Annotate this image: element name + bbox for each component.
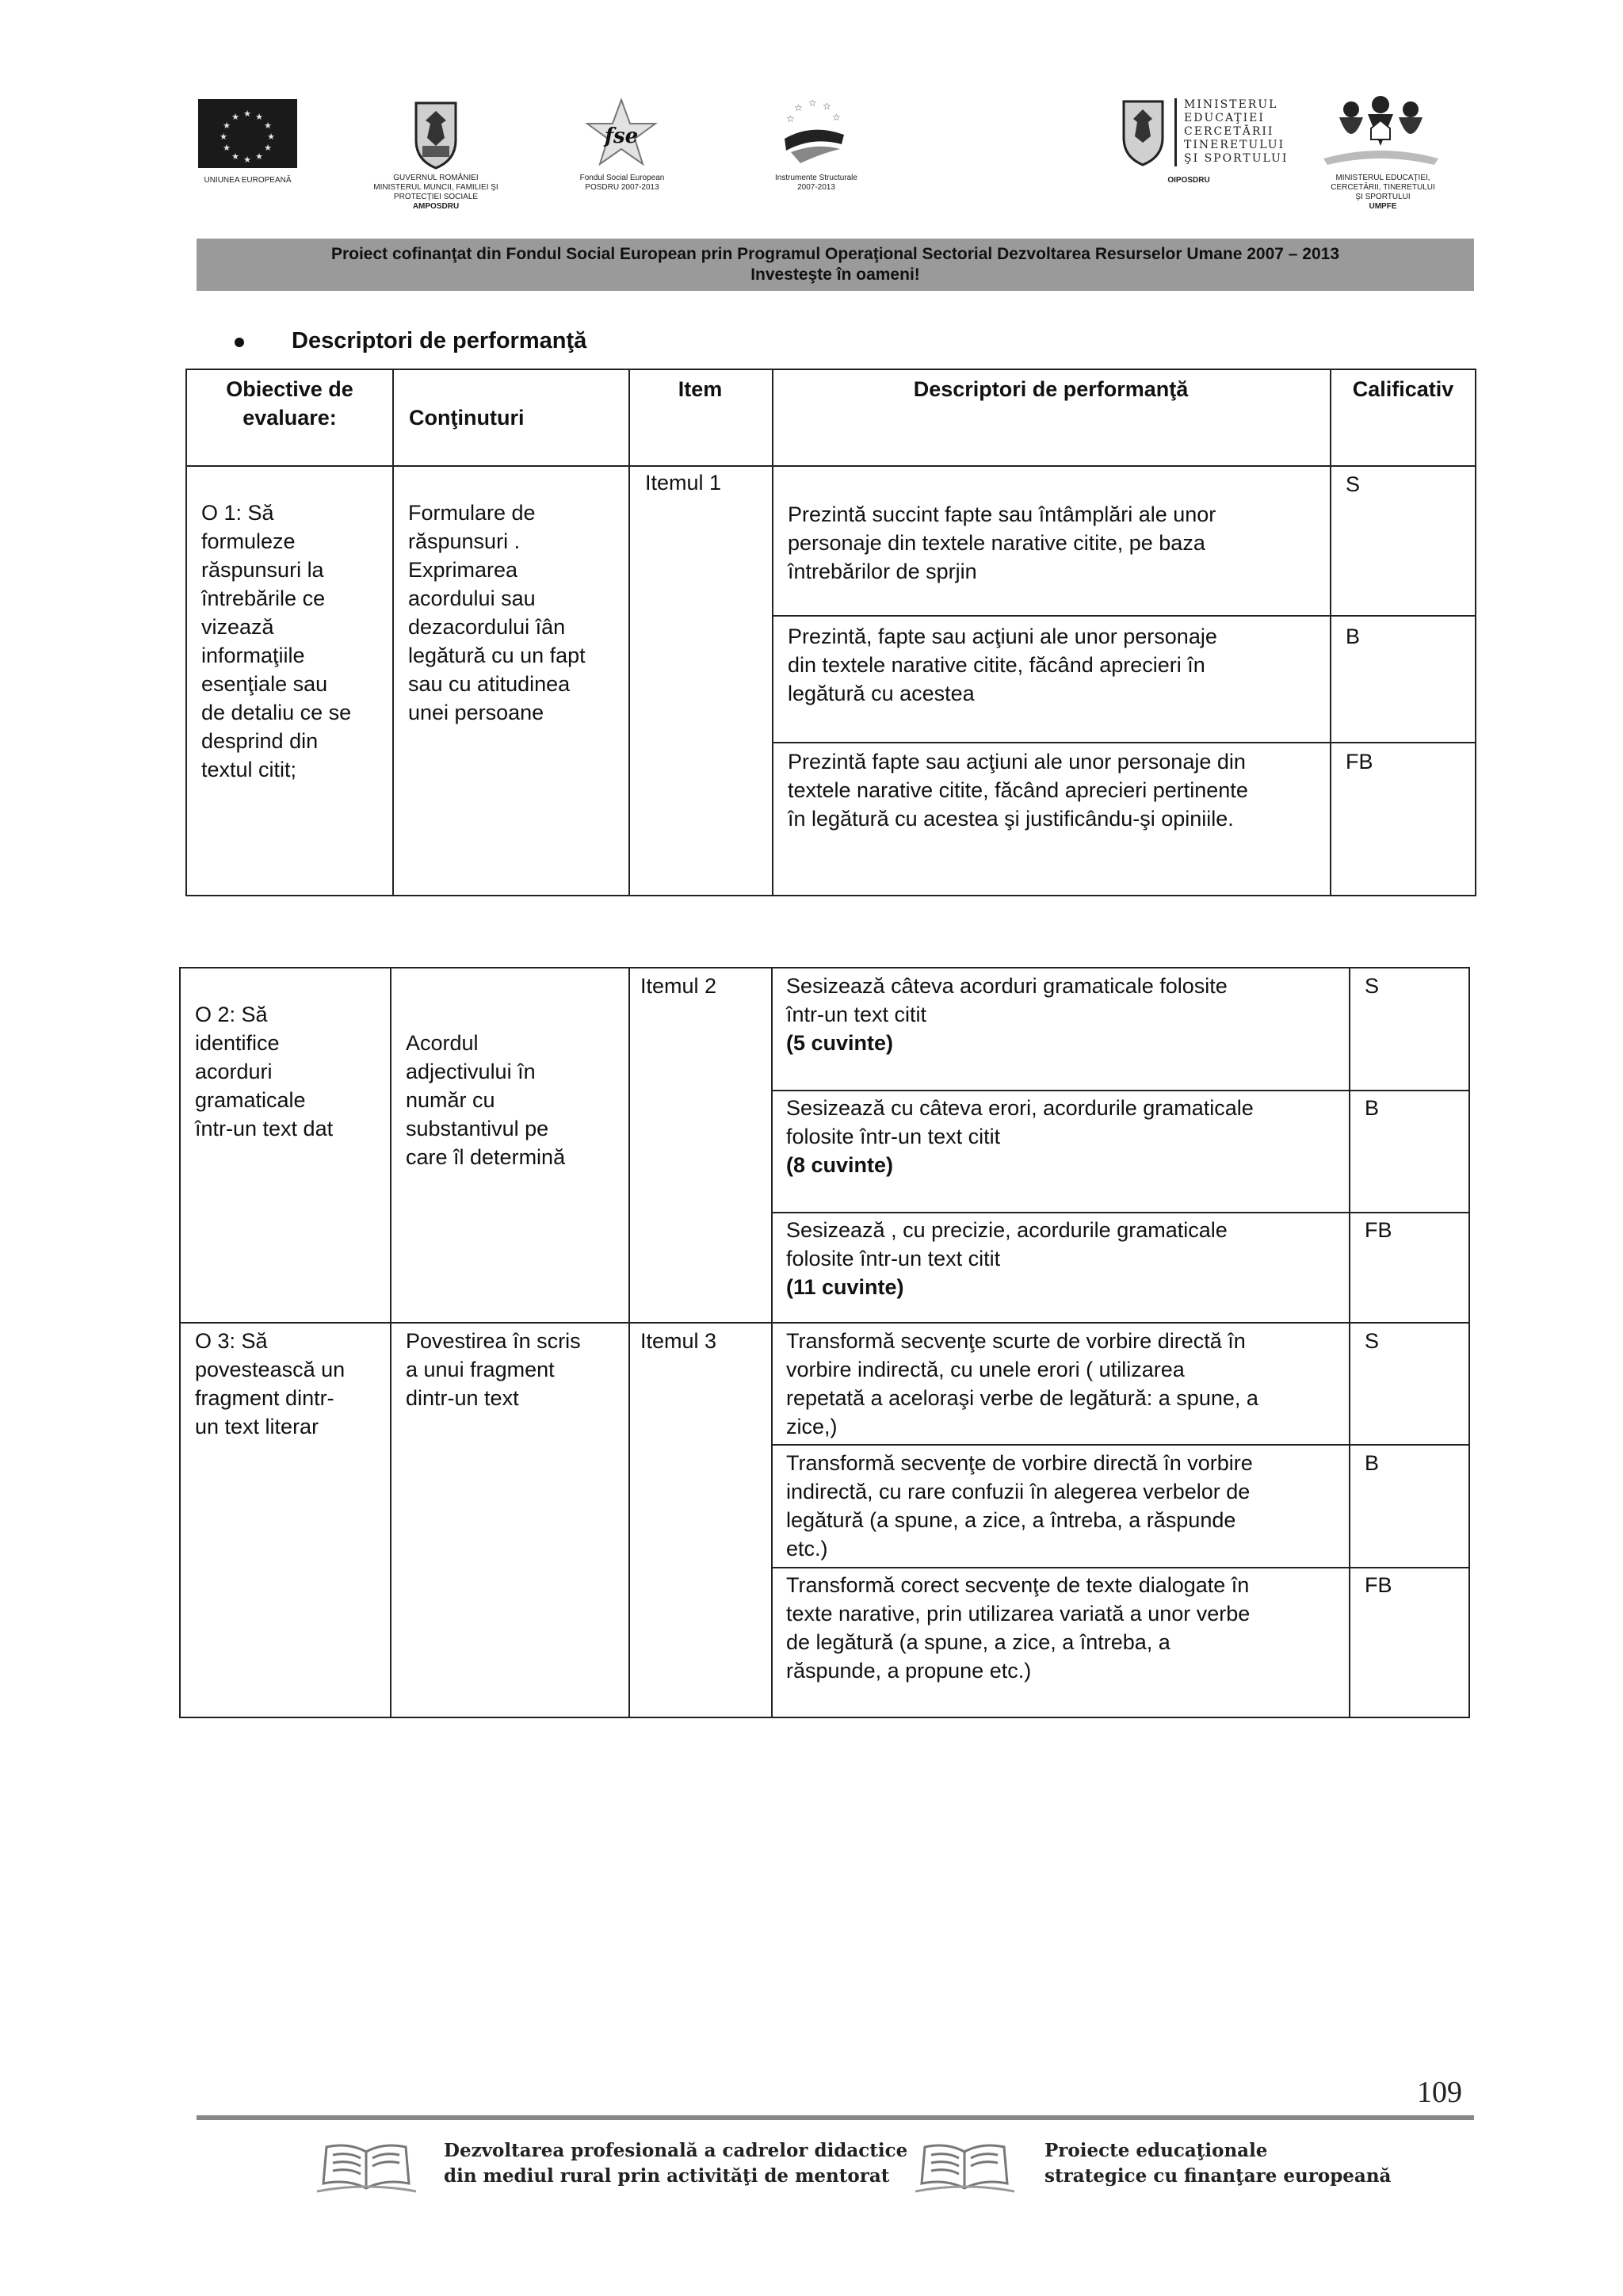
objective-o2 bbox=[195, 1000, 333, 1143]
svg-text:☆: ☆ bbox=[808, 97, 817, 109]
content-line: unei persoane bbox=[408, 701, 544, 724]
objective-line: informaţiile bbox=[201, 644, 305, 667]
descriptor-o1-b bbox=[788, 622, 1217, 708]
descriptor-line: legătură cu acestea bbox=[788, 682, 975, 705]
header-item: Item bbox=[678, 377, 723, 401]
fse-logo bbox=[585, 97, 658, 170]
structural-caption-1: Instrumente Structurale bbox=[775, 174, 857, 182]
svg-text:☆: ☆ bbox=[786, 113, 795, 124]
performance-table-2 bbox=[179, 967, 1470, 1718]
gov-caption-4: AMPOSDRU bbox=[412, 202, 460, 211]
content-line: sau cu atitudinea bbox=[408, 672, 571, 696]
svg-text:★: ★ bbox=[264, 120, 272, 131]
content-line: care îl determină bbox=[406, 1145, 566, 1169]
banner-line-1: Proiect cofinanţat din Fondul Social European prin Programul Operaţional Sectorial Dezvoltarea Resurselor Umane 2007 – 2013 bbox=[330, 245, 1340, 263]
objective-line: esenţiale sau bbox=[201, 672, 328, 696]
content-line: adjectivului în bbox=[406, 1060, 536, 1083]
content-o3 bbox=[406, 1327, 581, 1412]
header-objectives-l1: Obiective de bbox=[226, 377, 353, 401]
descriptor-line: personaje din textele narative citite, pe baza bbox=[788, 531, 1205, 555]
objective-line: într-un text dat bbox=[195, 1117, 334, 1140]
gov-caption-1: GUVERNUL ROMÂNIEI bbox=[393, 174, 479, 182]
descriptor-line: folosite într-un text citit bbox=[786, 1125, 1001, 1148]
objective-line: de detaliu ce se bbox=[201, 701, 352, 724]
ministry-crest-logo bbox=[1117, 97, 1169, 168]
descriptor-o3-fb bbox=[786, 1571, 1250, 1685]
performance-table-1 bbox=[185, 369, 1476, 896]
content-o1 bbox=[408, 499, 586, 727]
umpfe-caption-3: ŞI SPORTULUI bbox=[1355, 193, 1411, 201]
header-descriptors: Descriptori de performanţă bbox=[913, 377, 1189, 401]
descriptor-line: în legătură cu acestea şi justificându-şi opiniile. bbox=[788, 807, 1234, 831]
descriptor-line: Transformă secvenţe scurte de vorbire directă în bbox=[786, 1329, 1246, 1353]
ministry-text-line: MINISTERUL bbox=[1184, 98, 1278, 111]
gov-caption-3: PROTECŢIEI SOCIALE bbox=[393, 193, 479, 201]
objective-line: fragment dintr- bbox=[195, 1386, 334, 1410]
svg-text:☆: ☆ bbox=[794, 102, 803, 113]
crest-icon bbox=[408, 97, 464, 170]
descriptor-o1-s bbox=[788, 500, 1216, 586]
grade-o3-b: B bbox=[1365, 1451, 1380, 1475]
descriptor-o2-s bbox=[786, 972, 1228, 1057]
content-o2 bbox=[406, 1029, 565, 1171]
svg-text:★: ★ bbox=[220, 132, 227, 142]
descriptor-line: Transformă corect secvenţe de texte dialogate în bbox=[786, 1573, 1250, 1597]
descriptor-word-count: (8 cuvinte) bbox=[786, 1153, 894, 1177]
open-book-icon bbox=[915, 2136, 1014, 2195]
descriptor-line: de legătură (a spune, a zice, a întreba, a bbox=[786, 1630, 1170, 1654]
objective-line: gramaticale bbox=[195, 1088, 306, 1112]
content-line: legătură cu un fapt bbox=[408, 644, 586, 667]
content-line: substantivul pe bbox=[406, 1117, 549, 1140]
descriptor-line: Sesizează , cu precizie, acordurile gramaticale bbox=[786, 1218, 1228, 1242]
umpfe-caption-4: UMPFE bbox=[1369, 202, 1397, 211]
descriptor-line: Transformă secvenţe de vorbire directă în vorbire bbox=[786, 1451, 1253, 1475]
umpfe-caption-1: MINISTERUL EDUCAŢIEI, bbox=[1335, 174, 1430, 182]
objective-line: vizează bbox=[201, 615, 274, 639]
descriptor-word-count: (11 cuvinte) bbox=[786, 1275, 904, 1299]
svg-text:★: ★ bbox=[231, 112, 239, 122]
descriptor-o1-fb bbox=[788, 747, 1248, 833]
descriptor-o2-fb bbox=[786, 1216, 1228, 1301]
item-2: Itemul 2 bbox=[640, 974, 717, 998]
descriptor-line: Sesizează câteva acorduri gramaticale folosite bbox=[786, 974, 1228, 998]
ministry-text-line: EDUCAŢIEI bbox=[1184, 112, 1265, 124]
descriptor-line: Prezintă fapte sau acţiuni ale unor personaje din bbox=[788, 750, 1246, 774]
fse-caption-1: Fondul Social European bbox=[579, 174, 665, 182]
svg-text:fse: fse bbox=[604, 124, 639, 148]
descriptor-line: Sesizează cu câteva erori, acordurile gramaticale bbox=[786, 1096, 1254, 1120]
grade-o2-b: B bbox=[1365, 1096, 1380, 1120]
descriptor-o2-b bbox=[786, 1094, 1254, 1179]
grade-o1-b: B bbox=[1346, 625, 1361, 648]
ministry-text bbox=[1184, 98, 1295, 166]
objective-line: răspunsuri la bbox=[201, 558, 324, 582]
fse-star-icon bbox=[585, 97, 658, 170]
svg-text:★: ★ bbox=[267, 132, 275, 142]
descriptor-line: întrebărilor de sprjin bbox=[788, 560, 977, 583]
crest-icon bbox=[1117, 97, 1169, 168]
umpfe-logo bbox=[1308, 95, 1454, 168]
umpfe-people-icon bbox=[1308, 95, 1454, 168]
descriptor-o3-b bbox=[786, 1449, 1253, 1563]
grade-o2-s: S bbox=[1365, 974, 1380, 998]
header-contents: Conţinuturi bbox=[409, 406, 525, 430]
structural-instruments-logo bbox=[777, 95, 852, 170]
funding-banner bbox=[197, 239, 1474, 291]
descriptor-line: zice,) bbox=[786, 1415, 838, 1438]
header-objectives-l2: evaluare: bbox=[242, 406, 337, 430]
objective-line: desprind din bbox=[201, 729, 319, 753]
footer-rule bbox=[197, 2115, 1474, 2120]
content-line: Exprimarea bbox=[408, 558, 518, 582]
eu-caption: UNIUNEA EUROPEANĂ bbox=[204, 176, 292, 185]
svg-text:★: ★ bbox=[264, 143, 272, 153]
objective-line: povestească un bbox=[195, 1358, 346, 1381]
svg-text:★: ★ bbox=[255, 112, 263, 122]
eu-flag-icon bbox=[198, 99, 297, 168]
structural-caption-2: 2007-2013 bbox=[797, 183, 835, 192]
stars-swirl-icon bbox=[777, 95, 852, 170]
objective-line: O 3: Să bbox=[195, 1329, 268, 1353]
grade-o1-s: S bbox=[1346, 472, 1361, 496]
footer-left-line: din mediul rural prin activităţi de mentorat bbox=[444, 2165, 890, 2187]
descriptor-line: folosite într-un text citit bbox=[786, 1247, 1001, 1270]
ministry-text-line: CERCETĂRII bbox=[1184, 125, 1274, 138]
descriptor-line: răspunde, a propune etc.) bbox=[786, 1659, 1032, 1683]
ministry-text-line: TINERETULUI bbox=[1184, 139, 1285, 151]
ministry-text-line: ŞI SPORTULUI bbox=[1184, 152, 1289, 165]
footer-right-text bbox=[1044, 2138, 1391, 2189]
content-line: Formulare de bbox=[408, 501, 536, 525]
svg-text:★: ★ bbox=[231, 151, 239, 162]
header-objectives bbox=[187, 375, 392, 432]
svg-text:★: ★ bbox=[243, 109, 251, 119]
svg-text:★: ★ bbox=[255, 151, 263, 162]
svg-text:★: ★ bbox=[223, 120, 231, 131]
fse-caption-2: POSDRU 2007-2013 bbox=[585, 183, 659, 192]
gov-crest-logo bbox=[408, 97, 464, 170]
descriptor-line: Prezintă, fapte sau acţiuni ale unor personaje bbox=[788, 625, 1217, 648]
grade-o3-fb: FB bbox=[1365, 1573, 1392, 1597]
svg-text:★: ★ bbox=[243, 155, 251, 165]
descriptor-line: texte narative, prin utilizarea variată a unor verbe bbox=[786, 1602, 1251, 1626]
content-line: răspunsuri . bbox=[408, 529, 521, 553]
svg-text:☆: ☆ bbox=[823, 101, 831, 112]
ministry-divider bbox=[1174, 98, 1177, 166]
descriptor-line: indirectă, cu rare confuzii în alegerea verbelor de bbox=[786, 1480, 1251, 1503]
objective-line: textul citit; bbox=[201, 758, 297, 781]
objective-o1 bbox=[201, 499, 351, 784]
open-book-icon bbox=[317, 2136, 416, 2195]
descriptor-line: din textele narative citite, făcând aprecieri în bbox=[788, 653, 1205, 677]
header-grade: Calificativ bbox=[1352, 377, 1454, 401]
umpfe-caption-2: CERCETĂRII, TINERETULUI bbox=[1331, 183, 1435, 192]
descriptor-line: Prezintă succint fapte sau întâmplări ale unor bbox=[788, 502, 1216, 526]
footer-left-text bbox=[444, 2138, 907, 2189]
eu-flag-logo bbox=[198, 99, 297, 168]
objective-line: întrebările ce bbox=[201, 586, 326, 610]
objective-line: acorduri bbox=[195, 1060, 273, 1083]
grade-o1-fb: FB bbox=[1346, 750, 1373, 774]
descriptor-line: legătură (a spune, a zice, a întreba, a răspunde bbox=[786, 1508, 1236, 1532]
descriptor-word-count: (5 cuvinte) bbox=[786, 1031, 894, 1055]
content-line: dintr-un text bbox=[406, 1386, 519, 1410]
bullet-icon bbox=[235, 338, 244, 347]
item-3: Itemul 3 bbox=[640, 1329, 717, 1353]
svg-text:☆: ☆ bbox=[832, 112, 841, 123]
grade-o3-s: S bbox=[1365, 1329, 1380, 1353]
objective-line: un text literar bbox=[195, 1415, 319, 1438]
oiposdru-caption: OIPOSDRU bbox=[1167, 176, 1210, 185]
page-number: 109 bbox=[1417, 2076, 1462, 2109]
content-line: Povestirea în scris bbox=[406, 1329, 581, 1353]
section-heading-text: Descriptori de performanţă bbox=[292, 328, 587, 353]
footer-right-line: Proiecte educaţionale bbox=[1044, 2140, 1268, 2161]
footer-left-line: Dezvoltarea profesională a cadrelor didactice bbox=[444, 2140, 908, 2161]
grade-o2-fb: FB bbox=[1365, 1218, 1392, 1242]
content-line: a unui fragment bbox=[406, 1358, 555, 1381]
objective-line: formuleze bbox=[201, 529, 296, 553]
banner-line-2: Investeşte în oameni! bbox=[750, 266, 920, 284]
gov-caption-2: MINISTERUL MUNCII, FAMILIEI ŞI bbox=[373, 183, 498, 192]
objective-line: O 2: Să bbox=[195, 1003, 268, 1026]
content-line: număr cu bbox=[406, 1088, 495, 1112]
objective-line: O 1: Să bbox=[201, 501, 274, 525]
svg-text:★: ★ bbox=[223, 143, 231, 153]
descriptor-line: repetată a aceloraşi verbe de legătură: a spune, a bbox=[786, 1386, 1258, 1410]
footer-right-line: strategice cu finanţare europeană bbox=[1044, 2165, 1392, 2187]
item-1: Itemul 1 bbox=[645, 471, 722, 495]
objective-line: identifice bbox=[195, 1031, 280, 1055]
content-line: Acordul bbox=[406, 1031, 479, 1055]
descriptor-line: textele narative citite, făcând aprecieri pertinente bbox=[788, 778, 1248, 802]
descriptor-line: într-un text citit bbox=[786, 1003, 927, 1026]
content-line: dezacordului îân bbox=[408, 615, 566, 639]
descriptor-line: etc.) bbox=[786, 1537, 828, 1561]
descriptor-line: vorbire indirectă, cu unele erori ( utilizarea bbox=[786, 1358, 1185, 1381]
content-line: acordului sau bbox=[408, 586, 536, 610]
objective-o3 bbox=[195, 1327, 345, 1441]
descriptor-o3-s bbox=[786, 1327, 1258, 1441]
